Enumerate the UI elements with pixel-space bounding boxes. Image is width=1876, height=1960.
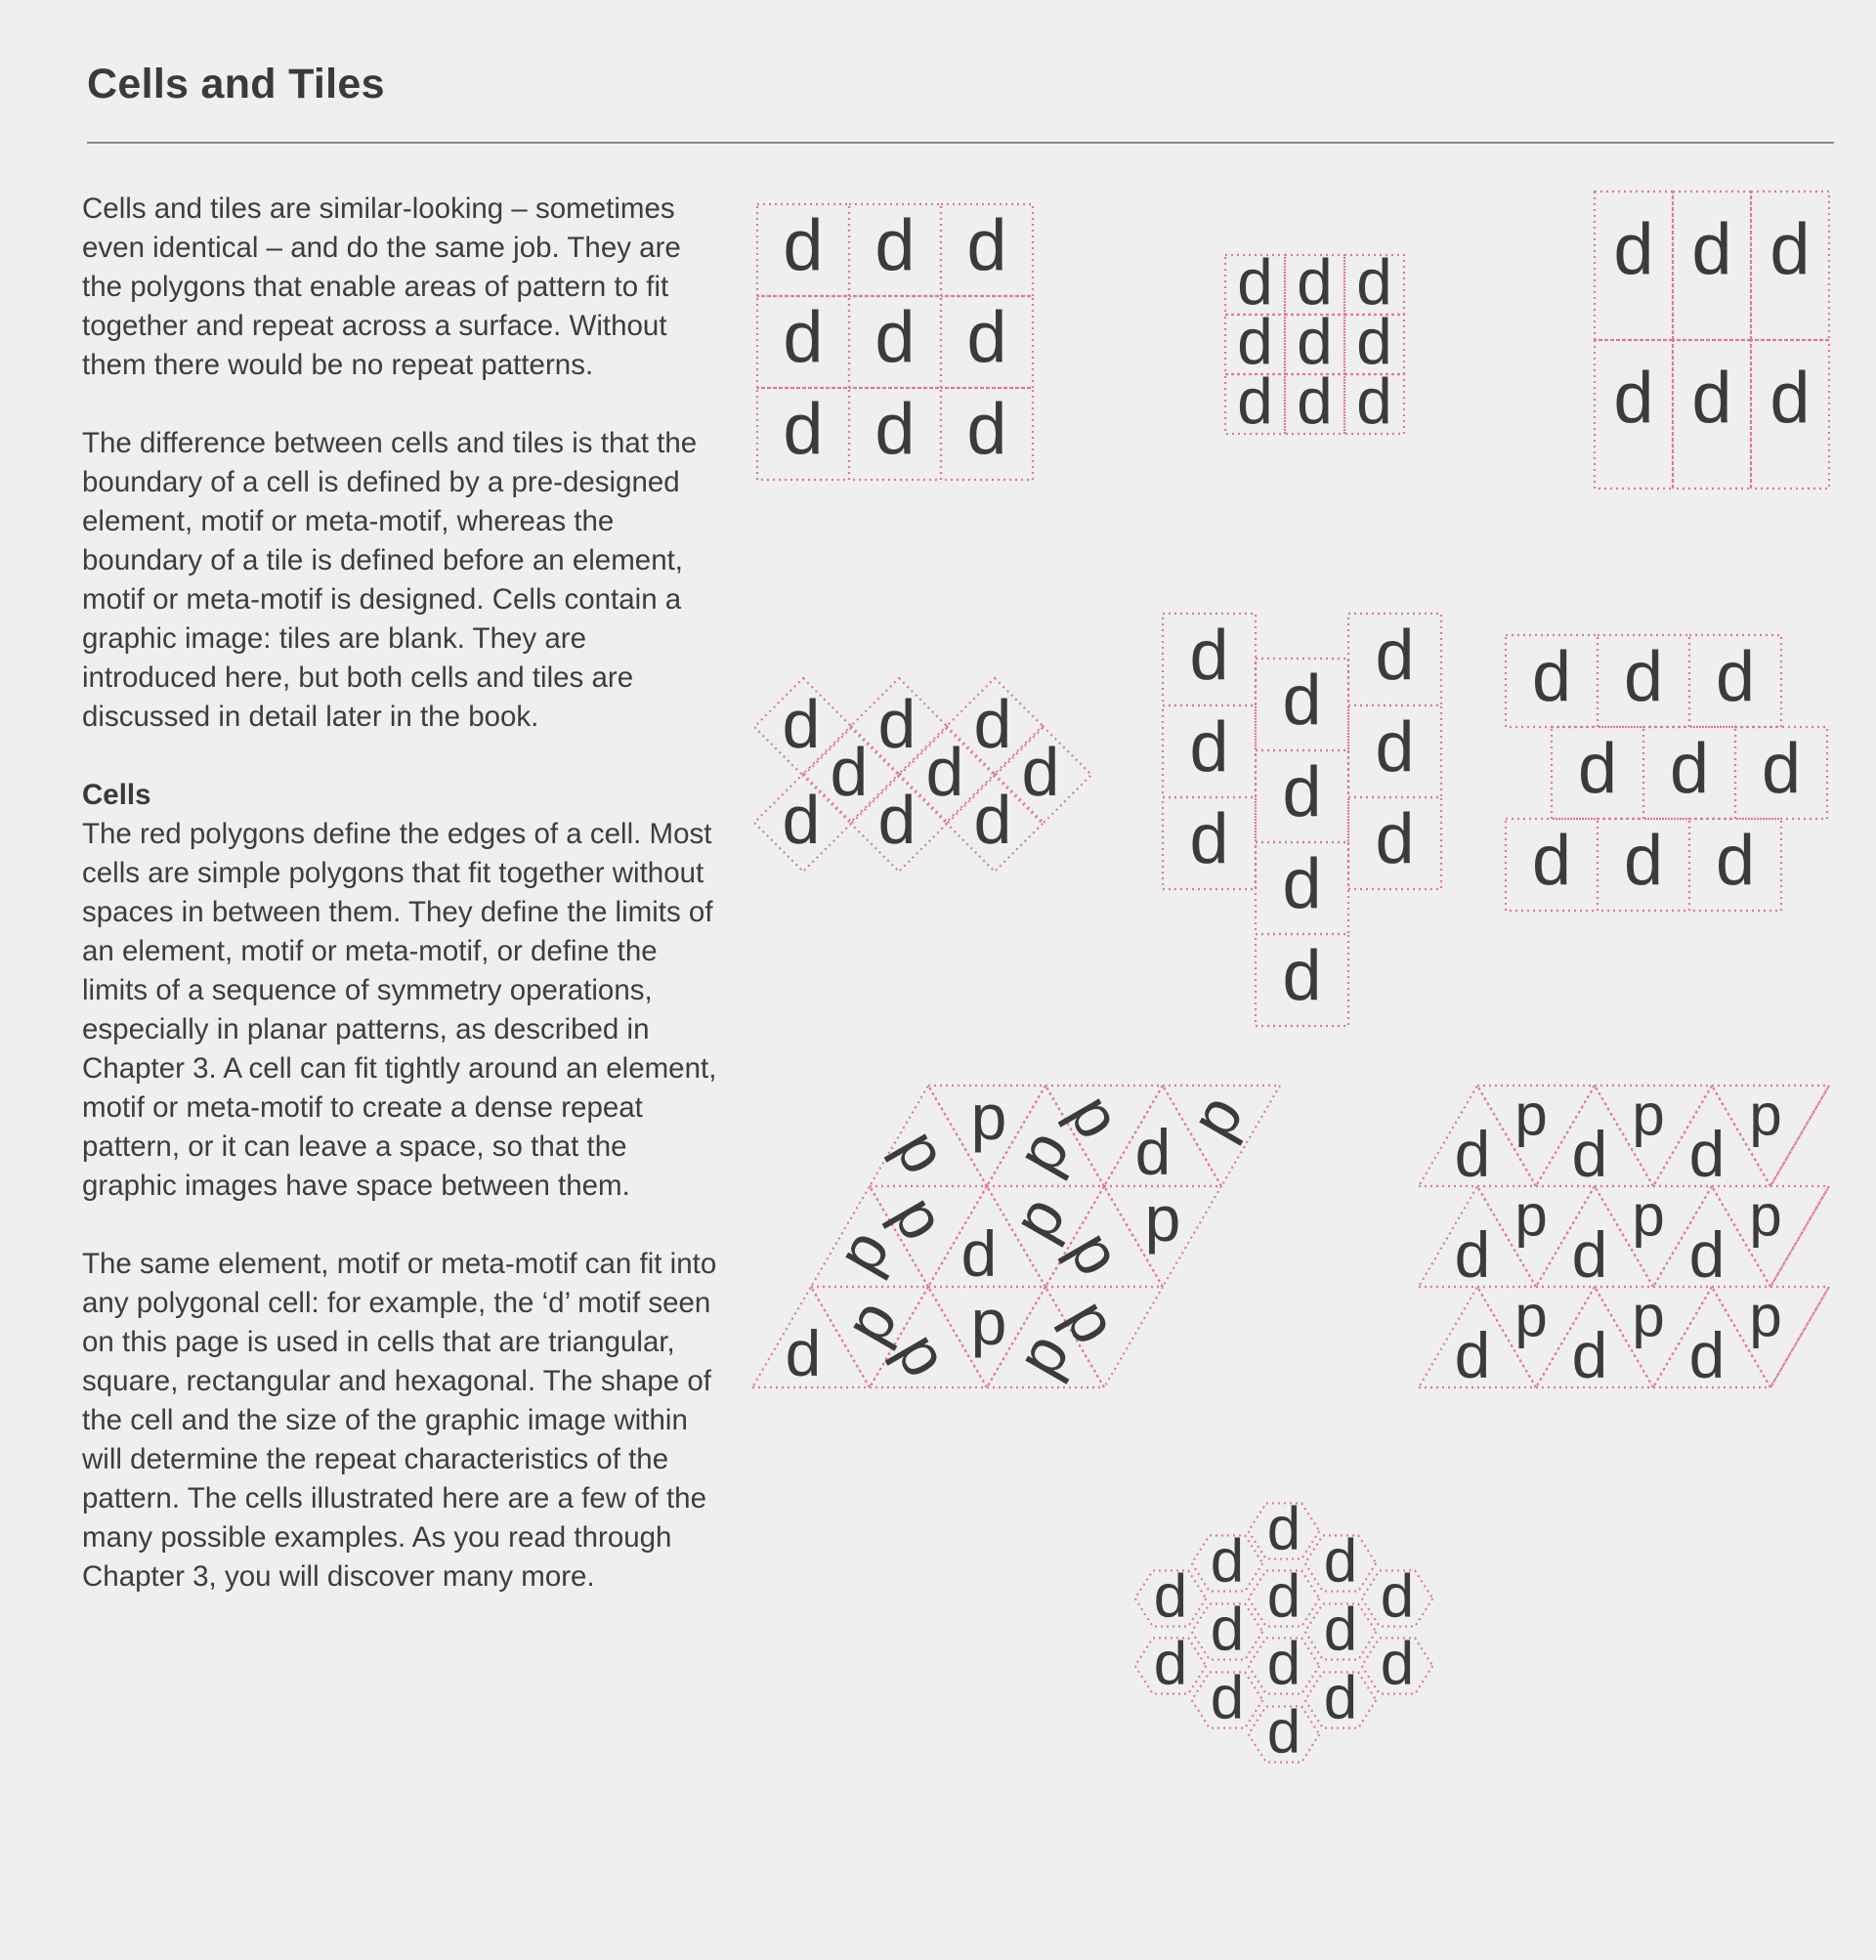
figure-hexagonal-cells bbox=[1135, 1495, 1433, 1766]
motif-glyph: d bbox=[1189, 616, 1229, 695]
motif-glyph: d bbox=[1266, 1698, 1301, 1767]
motif-glyph: d bbox=[830, 734, 869, 811]
motif-glyph: d bbox=[1623, 821, 1664, 900]
motif-glyph: d bbox=[973, 782, 1012, 859]
motif-glyph: d bbox=[1153, 1562, 1188, 1631]
motif-glyph: d bbox=[1688, 1117, 1726, 1190]
motif-glyph: p bbox=[970, 1285, 1007, 1358]
motif-glyph: p bbox=[1749, 1082, 1782, 1148]
motif-glyph: d bbox=[1210, 1596, 1245, 1664]
motif-glyph: d bbox=[1577, 729, 1618, 808]
motif-glyph: p bbox=[822, 1216, 903, 1285]
motif-glyph: d bbox=[1688, 1318, 1726, 1391]
motif-glyph: d bbox=[1571, 1117, 1608, 1190]
motif-glyph: d bbox=[877, 686, 917, 763]
motif-glyph: d bbox=[874, 204, 916, 286]
motif-glyph: d bbox=[1323, 1664, 1358, 1732]
motif-glyph: d bbox=[785, 1316, 822, 1389]
motif-glyph: d bbox=[877, 782, 917, 859]
motif-glyph: d bbox=[783, 204, 824, 286]
motif-glyph: d bbox=[874, 388, 916, 470]
motif-glyph: p bbox=[830, 1287, 911, 1355]
motif-glyph: p bbox=[1749, 1182, 1782, 1249]
motif-glyph: p bbox=[1002, 1320, 1083, 1388]
motif-glyph: d bbox=[1237, 364, 1273, 438]
motif-glyph: d bbox=[1531, 821, 1572, 900]
section-heading-cells: Cells bbox=[82, 779, 151, 811]
motif-glyph: d bbox=[1380, 1562, 1415, 1631]
motif-glyph: p bbox=[1144, 1181, 1181, 1255]
motif-glyph: d bbox=[1454, 1217, 1491, 1291]
motif-glyph: p bbox=[1632, 1182, 1665, 1249]
motif-glyph: d bbox=[966, 388, 1007, 470]
motif-glyph: p bbox=[1514, 1082, 1548, 1148]
motif-glyph: d bbox=[1688, 1217, 1726, 1291]
motif-glyph: d bbox=[1323, 1527, 1358, 1596]
motif-glyph: d bbox=[1375, 799, 1415, 878]
figure-square-cells-large bbox=[757, 204, 1033, 480]
motif-glyph: d bbox=[1613, 208, 1654, 290]
motif-glyph: p bbox=[1514, 1283, 1548, 1349]
figure-triangle-dp-cells bbox=[1419, 1083, 1829, 1391]
motif-glyph: d bbox=[1375, 707, 1415, 787]
motif-glyph: d bbox=[1297, 364, 1333, 438]
motif-glyph: d bbox=[783, 296, 824, 378]
motif-glyph: d bbox=[1282, 844, 1322, 923]
paragraph-difference: The difference between cells and tiles is that the boundary of a cell is defined by a pre-designed element, motif or meta-motif, whereas the boundary of a tile is defined before an element, motif or meta-motif is designed. Cells contain a graphic image: tiles are blank. They are introduced here, but both cells and tiles are discussed in detail later in the book. bbox=[82, 427, 698, 733]
motif-glyph: d bbox=[1769, 357, 1811, 439]
motif-glyph: d bbox=[1266, 1562, 1301, 1631]
motif-glyph: p bbox=[998, 1183, 1079, 1252]
motif-glyph: d bbox=[1282, 660, 1322, 740]
motif-glyph: d bbox=[1282, 936, 1322, 1015]
motif-glyph: d bbox=[1623, 637, 1664, 716]
motif-glyph: d bbox=[1356, 305, 1392, 378]
paragraph-same-element: The same element, motif or meta-motif can fit into any polygonal cell: for example, the ‘d’ motif seen on this page is used in cells that are triangular, square, rectangular and hexagonal. The shape of the cell and the size of the graphic image within will determine the repeat characteristics of the pattern. The cells illustrated here are a few of the many possible examples. As you read through Chapter 3, you will discover many more. bbox=[82, 1248, 717, 1593]
motif-glyph: d bbox=[1715, 637, 1756, 716]
motif-glyph: d bbox=[1691, 208, 1732, 290]
motif-glyph: d bbox=[1237, 245, 1273, 319]
motif-glyph: d bbox=[1356, 364, 1392, 438]
motif-glyph: p bbox=[1514, 1182, 1548, 1249]
figure-rectangular-cells bbox=[1595, 192, 1829, 489]
motif-glyph: d bbox=[1189, 799, 1229, 878]
figure-offset-column-cells bbox=[1163, 614, 1441, 1026]
motif-glyph: d bbox=[1210, 1664, 1245, 1732]
motif-glyph: d bbox=[1454, 1318, 1491, 1391]
motif-glyph: d bbox=[1691, 357, 1732, 439]
motif-glyph: d bbox=[925, 734, 964, 811]
motif-glyph: d bbox=[782, 686, 821, 763]
motif-glyph: d bbox=[1297, 245, 1333, 319]
motif-glyph: d bbox=[1210, 1527, 1245, 1596]
motif-glyph: d bbox=[1356, 245, 1392, 319]
motif-glyph: d bbox=[1282, 752, 1322, 831]
motif-glyph: d bbox=[1769, 208, 1811, 290]
motif-glyph: d bbox=[783, 388, 824, 470]
motif-glyph: p bbox=[1055, 1082, 1136, 1150]
motif-glyph: d bbox=[782, 782, 821, 859]
motif-glyph: d bbox=[1380, 1630, 1415, 1698]
motif-glyph: p bbox=[1055, 1218, 1136, 1287]
figure-brick-row-cells bbox=[1506, 635, 1827, 911]
motif-glyph: d bbox=[1153, 1630, 1188, 1698]
motif-glyph: d bbox=[1571, 1318, 1608, 1391]
motif-glyph: d bbox=[1021, 734, 1060, 811]
motif-glyph: d bbox=[1375, 616, 1415, 695]
motif-glyph: d bbox=[1237, 305, 1273, 378]
motif-glyph: d bbox=[1715, 821, 1756, 900]
motif-glyph: d bbox=[1531, 637, 1572, 716]
motif-glyph: d bbox=[973, 686, 1012, 763]
motif-glyph: d bbox=[1323, 1596, 1358, 1664]
motif-glyph: p bbox=[1749, 1283, 1782, 1349]
paragraph-intro: Cells and tiles are similar-looking – sometimes even identical – and do the same job. They are the polygons that enable areas of pattern to fit together and repeat across a surface. Without them there would be no repeat patterns. bbox=[82, 192, 681, 381]
motif-glyph: p bbox=[1632, 1082, 1665, 1148]
motif-glyph: d bbox=[1266, 1630, 1301, 1698]
motif-glyph: d bbox=[874, 296, 916, 378]
motif-glyph: d bbox=[1761, 729, 1802, 808]
motif-glyph: p bbox=[882, 1320, 963, 1388]
motif-glyph: p bbox=[1002, 1117, 1083, 1185]
paragraph-cells: The red polygons define the edges of a cell. Most cells are simple polygons that fit together without spaces in between them. They define the limits of an element, motif or meta-motif, or define the limits of a sequence of symmetry operations, especially in planar patterns, as described in Chapter 3. A cell can fit tightly around an element, motif or meta-motif to create a dense repeat pattern, or it can leave a space, so that the graphic images have space between them. bbox=[82, 818, 717, 1202]
motif-glyph: p bbox=[970, 1080, 1007, 1153]
motif-glyph: d bbox=[1454, 1117, 1491, 1190]
motif-glyph: d bbox=[966, 296, 1007, 378]
motif-glyph: p bbox=[1175, 1082, 1257, 1150]
motif-glyph: d bbox=[966, 204, 1007, 286]
motif-glyph: d bbox=[1297, 305, 1333, 378]
motif-glyph: p bbox=[1051, 1287, 1132, 1355]
figure-diamond-cells bbox=[754, 678, 1091, 872]
page-title: Cells and Tiles bbox=[87, 61, 385, 107]
figure-rotated-triangle-cells bbox=[752, 1081, 1280, 1389]
motif-glyph: d bbox=[1613, 357, 1654, 439]
motif-glyph: d bbox=[1134, 1115, 1172, 1188]
motif-glyph: p bbox=[1632, 1283, 1665, 1349]
motif-glyph: d bbox=[1189, 707, 1229, 787]
motif-glyph: p bbox=[879, 1183, 960, 1252]
motif-glyph: d bbox=[1669, 729, 1710, 808]
motif-glyph: p bbox=[881, 1117, 962, 1185]
figure-square-cells-small bbox=[1225, 245, 1404, 437]
motif-glyph: d bbox=[1571, 1217, 1608, 1291]
motif-glyph: d bbox=[960, 1216, 998, 1290]
motif-glyph: d bbox=[1266, 1495, 1301, 1563]
